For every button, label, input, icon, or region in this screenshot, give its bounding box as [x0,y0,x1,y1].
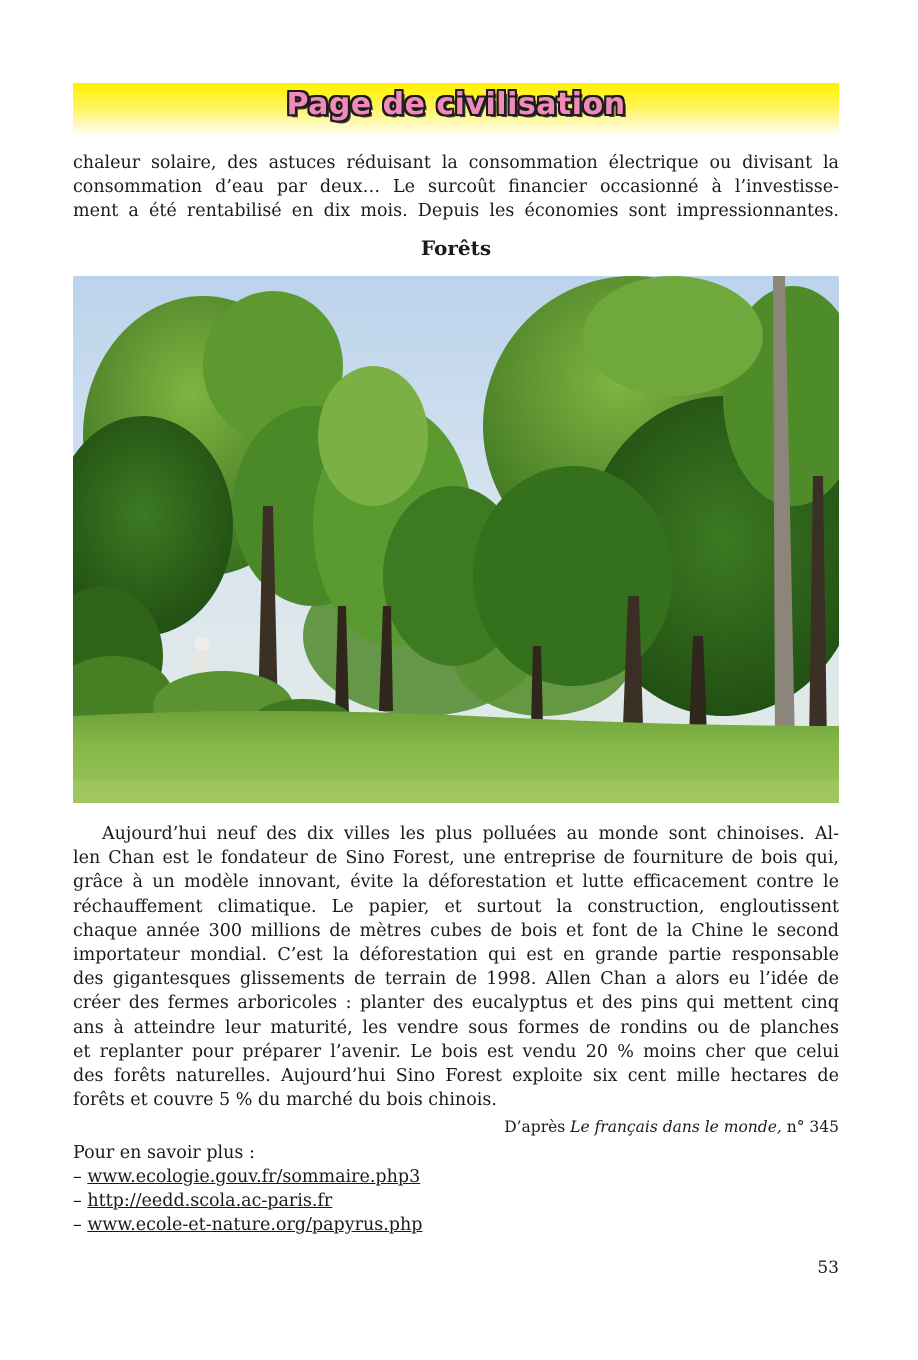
source-prefix: D’après [504,1118,571,1136]
page-banner [73,83,839,137]
text-line: ans à atteindre leur maturité, les vendre sous formes de rondins ou de planches [73,1017,839,1038]
dash: – [73,1191,88,1211]
further-reading-label: Pour en savoir plus : [73,1143,255,1163]
link-ecologie[interactable]: www.ecologie.gouv.fr/sommaire.php3 [87,1167,421,1187]
link-ecole-et-nature[interactable]: www.ecole-et-nature.org/papyrus.php [87,1215,423,1235]
dash: – [73,1215,88,1235]
link-row [73,1189,423,1213]
section-heading: Forêts [420,236,492,260]
link-row [73,1165,423,1189]
link-eedd[interactable]: http://eedd.scola.ac-paris.fr [87,1191,333,1211]
text-line: forêts et couvre 5 % du marché du bois chinois. [73,1090,497,1111]
text-line: et replanter pour préparer l’avenir. Le bois est vendu 20 % moins cher que celui [73,1041,839,1062]
text-line: ment a été rentabilisé en dix mois. Depuis les économies sont impressionnantes. [73,201,839,222]
text-line: créer des fermes arboricoles : planter des eucalyptus et des pins qui mettent cinq [73,993,839,1014]
forest-park-photo [73,276,839,803]
link-row [73,1213,423,1237]
intro-paragraph [73,151,839,224]
text-line: des gigantesques glissements de terrain de 1998. Allen Chan a alors eu l’idée de [73,969,839,990]
source-suffix: n° 345 [781,1118,839,1136]
text-line: des forêts naturelles. Aujourd’hui Sino Forest exploite six cent mille hectares de [73,1066,839,1087]
forest-illustration [73,276,839,803]
main-paragraph [73,822,839,1112]
text-line: consommation d’eau par deux… Le surcoût financier occasionné à l’investisse- [73,177,839,198]
text-line: importateur mondial. C’est la déforestation qui est en grande partie responsable [73,945,839,966]
text-line: réchauffement climatique. Le papier, et surtout la construction, engloutissent [73,896,839,917]
source-title: Le français dans le monde, [570,1118,782,1136]
page-title: Page de civilisation [286,87,626,122]
text-line: Aujourd’hui neuf des dix villes les plus polluées au monde sont chinoises. Al- [102,824,839,844]
text-line: chaque année 300 millions de mètres cubes de bois et font de la Chine le second [73,920,839,941]
page-number: 53 [817,1258,839,1278]
text-line: len Chan est le fondateur de Sino Forest, une entreprise de fourniture de bois qui, [73,848,839,869]
dash: – [73,1167,88,1187]
text-line: chaleur solaire, des astuces réduisant la consommation électrique ou divisant la [73,153,839,173]
further-reading [73,1141,423,1237]
text-line: grâce à un modèle innovant, évite la déforestation et lutte efficacement contre le [73,872,839,893]
source-citation [504,1118,839,1136]
